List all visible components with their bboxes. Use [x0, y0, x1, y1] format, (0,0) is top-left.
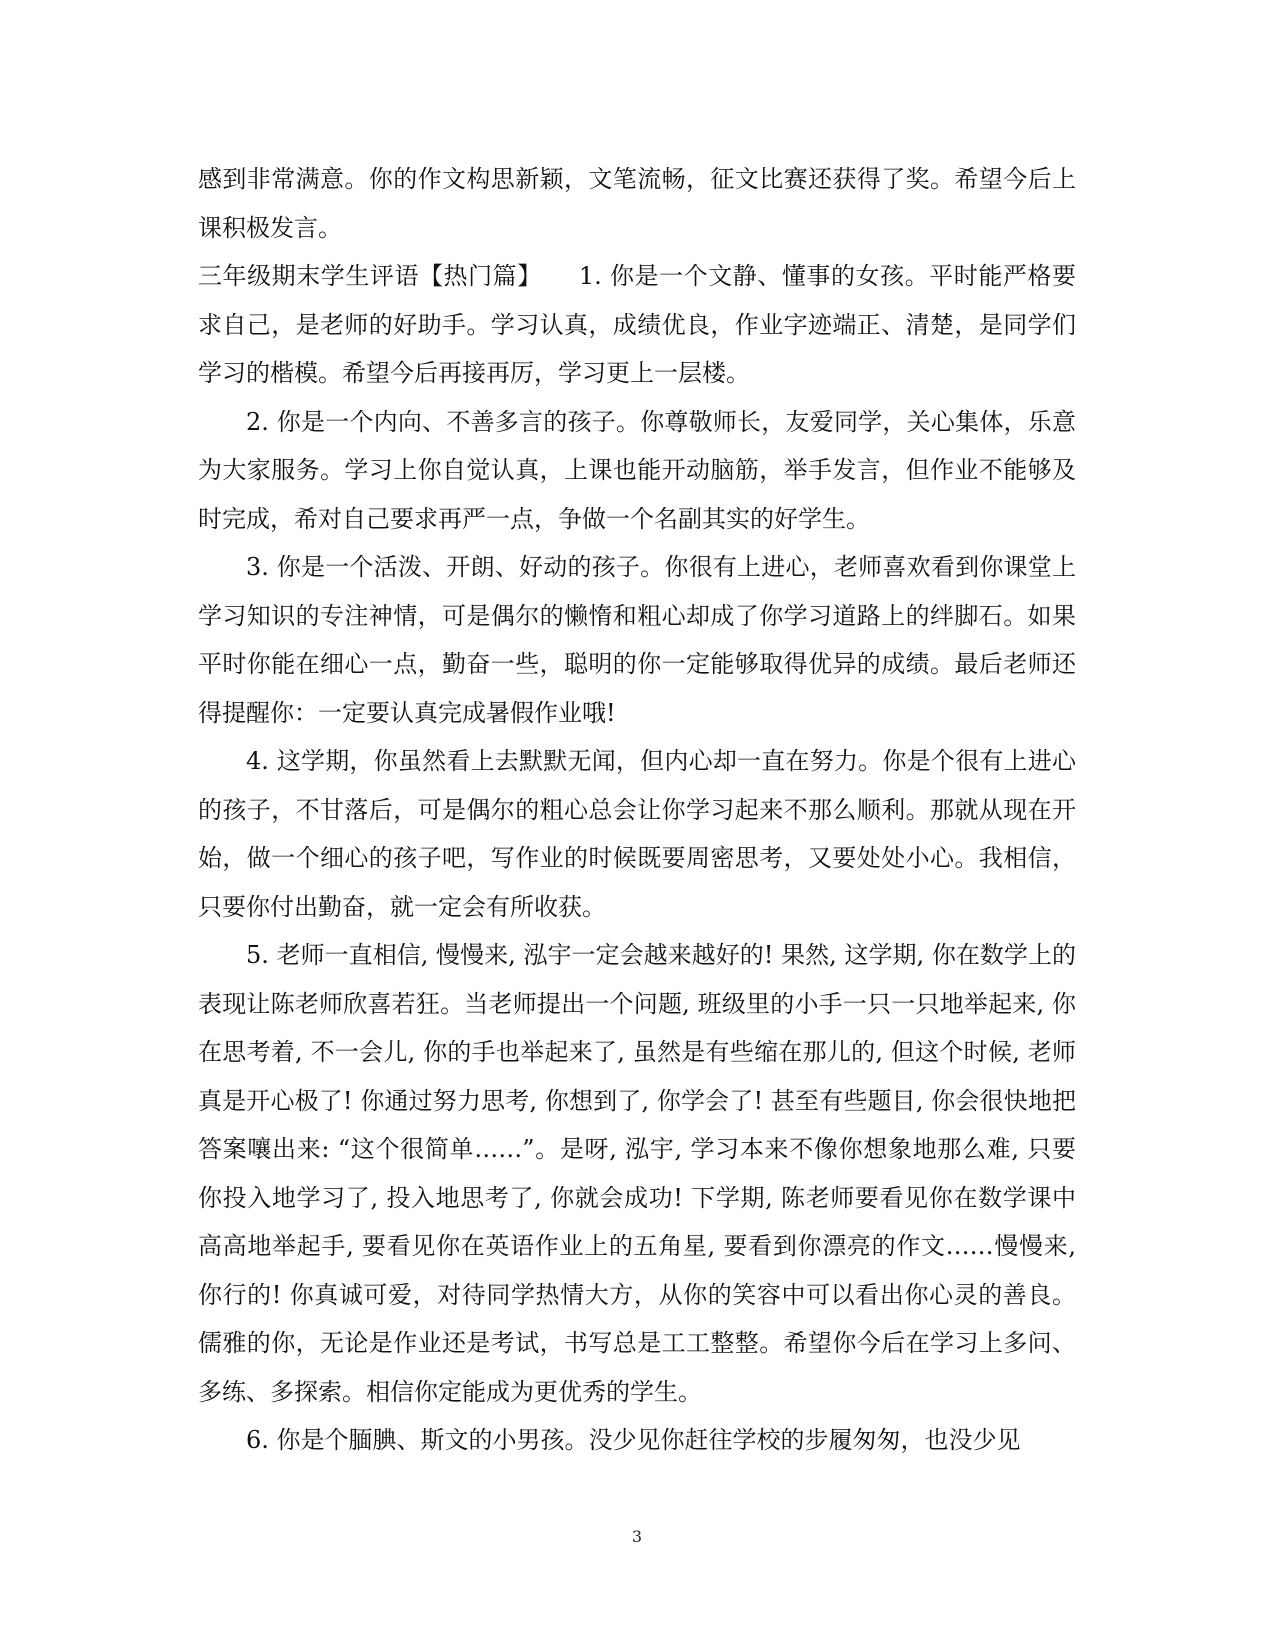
- document-body: [198, 155, 1076, 1465]
- paragraph-item-2: 2. 你是一个内向、不善多言的孩子。你尊敬师长，友爱同学，关心集体，乐意为大家服务。学习上你自觉认真，上课也能开动脑筋，举手发言，但作业不能够及时完成，希对自己要求再严一点，争做一个名副其实的好学生。: [198, 407, 1076, 533]
- page-number: 3: [631, 1527, 643, 1546]
- paragraph-item-6: 6. 你是个腼腆、斯文的小男孩。没少见你赶往学校的步履匆匆，也没少见: [246, 1426, 1021, 1454]
- paragraph-item-4: 4. 这学期，你虽然看上去默默无闻，但内心却一直在努力。你是个很有上进心的孩子，不甘落后，可是偶尔的粗心总会让你学习起来不那么顺利。那就从现在开始，做一个细心的孩子吧，写作业的时候既要周密思考，又要处处小心。我相信，只要你付出勤奋，就一定会有所收获。: [198, 747, 1076, 921]
- paragraph-heading-item-1: 三年级期末学生评语【热门篇】 1. 你是一个文静、懂事的女孩。平时能严格要求自己，是老师的好助手。学习认真，成绩优良，作业字迹端正、清楚，是同学们学习的楷模。希望今后再接再厉，学习更上一层楼。: [198, 262, 1076, 387]
- paragraph-item-5: 5. 老师一直相信, 慢慢来, 泓宇一定会越来越好的! 果然, 这学期, 你在数学上的表现让陈老师欣喜若狂。当老师提出一个问题, 班级里的小手一只一只地举起来, 你在思考着, 不一会儿, 你的手也举起来了, 虽然是有些缩在那儿的, 但这个时候, 老师真是开心极了! 你通过努力思考, 你想到了, 你学会了! 甚至有些题目, 你会很快地把答案嚷出来: “这个很简单……”。是呀, 泓宇, 学习本来不像你想象地那么难, 只要你投入地学习了, 投入地思考了, 你就会成功! 下学期, 陈老师要看见你在数学课中高高地举起手, 要看见你在英语作业上的五角星, 要看到你漂亮的作文……慢慢来, 你行的! 你真诚可爱，对待同学热情大方，从你的笑容中可以看出你心灵的善良。儒雅的你，无论是作业还是考试，书写总是工工整整。希望你今后在学习上多问、多练、多探索。相信你定能成为更优秀的学生。: [198, 941, 1076, 1406]
- paragraph-item-3: 3. 你是一个活泼、开朗、好动的孩子。你很有上进心，老师喜欢看到你课堂上学习知识的专注神情，可是偶尔的懒惰和粗心却成了你学习道路上的绊脚石。如果平时你能在细心一点，勤奋一些，聪明的你一定能够取得优异的成绩。最后老师还得提醒你：一定要认真完成暑假作业哦!: [198, 553, 1076, 727]
- paragraph-continuation: 感到非常满意。你的作文构思新颖，文笔流畅，征文比赛还获得了奖。希望今后上课积极发言。: [198, 165, 1076, 242]
